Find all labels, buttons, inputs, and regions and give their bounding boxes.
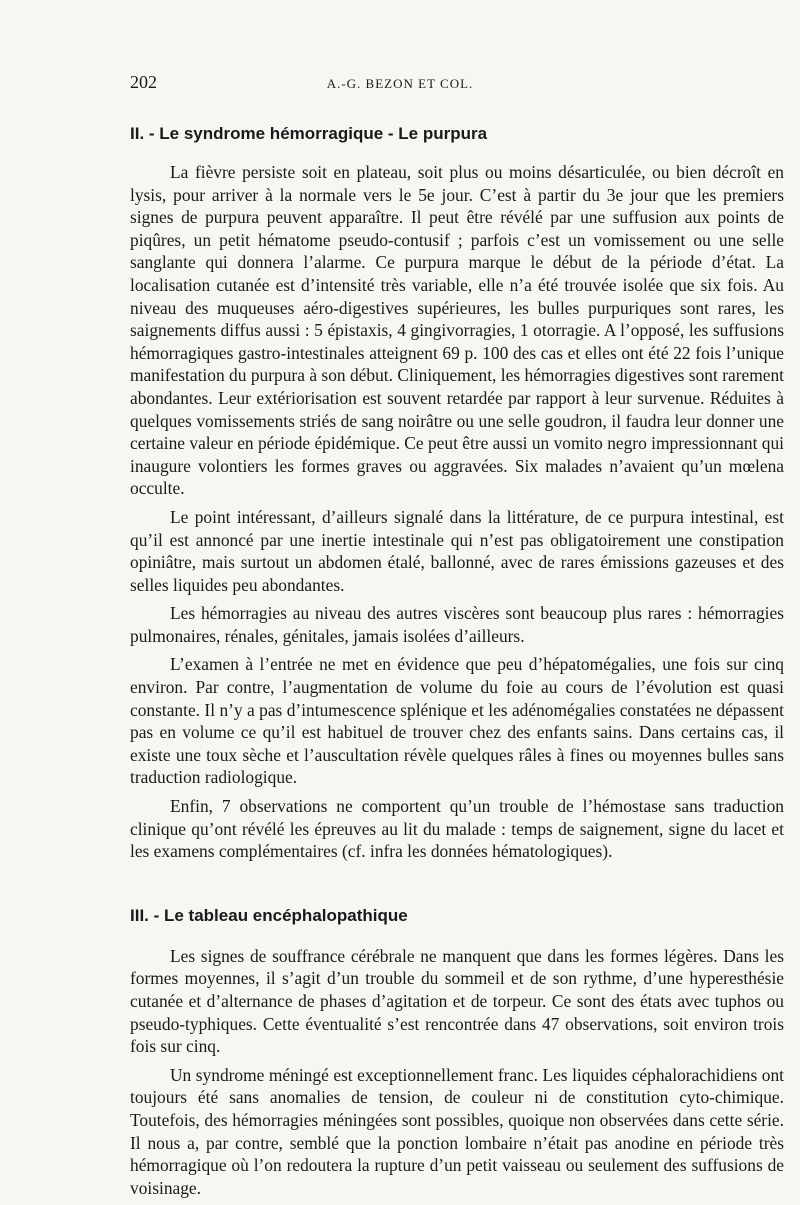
section-heading: II. - Le syndrome hémorragique - Le purpura	[130, 124, 488, 143]
page-number: 202	[130, 72, 157, 92]
paragraph: Le point intéressant, d’ailleurs signalé dans la littérature, de ce purpura intestinal, est qu’il est annoncé par une inertie intestinale qui n’est pas obligatoirement une constipation opiniâtre, mais surtout un abdomen étalé, ballonné, avec de rares émissions gazeuses et des selles liquides peu abondantes.	[130, 506, 784, 595]
paragraph: Un syndrome méningé est exceptionnellement franc. Les liquides céphalorachidiens ont toujours été sans anomalies de tension, de couleur ni de constitution cyto-chimique. Toutefois, des hémorragies méningées sont possibles, quoique non observées dans cette série. Il nous a, par contre, semblé que la ponction lombaire n’était pas anodine en période très hémorragique où l’on redoutera la rupture d’un petit vaisseau ou seulement des suffusions de voisinage.	[130, 1064, 784, 1198]
paragraph: La fièvre persiste soit en plateau, soit plus ou moins désarticulée, ou bien décroît en lysis, pour arriver à la normale vers le 5e jour. C’est à partir du 3e jour que les premiers signes de purpura peuvent apparaître. Il peut être révélé par une suffusion aux points de piqûres, un petit hématome pseudo-contusif ; parfois c’est un vomissement ou une selle sanglante qui donnera l’alarme. Ce purpura marque le début de la période d’état. La localisation cutanée est d’intensité très variable, elle n’a été trouvée isolée que six fois. Au niveau des muqueuses aéro-digestives supérieures, les bulles purpuriques sont rares, les saignements diffus aussi : 5 épistaxis, 4 gingivorragies, 1 otorragie. A l’opposé, les suffusions hémorragiques gastro-intestinales atteignent 69 p. 100 des cas et elles ont été 22 fois l’unique manifestation du purpura à son début. Cliniquement, les hémorragies digestives sont rarement abondantes. Leur extériorisation est souvent retardée par rapport à leur survenue. Réduites à quelques vomissements striés de sang noirâtre ou une selle goudron, il faudra leur donner une certaine valeur en période épidémique. Ce peut être aussi un vomito negro impressionnant qui inaugure volontiers les formes graves ou aggravées. Six malades n’avaient qu’un mœlena occulte.	[130, 162, 784, 499]
paragraph: L’examen à l’entrée ne met en évidence que peu d’hépatomégalies, une fois sur cinq environ. Par contre, l’augmentation de volume du foie au cours de l’évolution est quasi constante. Il n’y a pas d’intumescence splénique et les adénomégalies constatées ne dépassent pas en volume ce qu’il est habituel de trouver chez des enfants sains. Dans certains cas, il existe une toux sèche et l’auscultation révèle quelques râles à fines ou moyennes bulles sans traduction radiologique.	[130, 654, 784, 788]
running-title: A.-G. BEZON ET COL.	[326, 76, 474, 91]
paragraph: Les hémorragies au niveau des autres viscères sont beaucoup plus rares : hémorragies pulmonaires, rénales, génitales, jamais isolées d’ailleurs.	[130, 603, 784, 646]
paragraph: Les signes de souffrance cérébrale ne manquent que dans les formes légères. Dans les formes moyennes, il s’agit d’un trouble du sommeil et de son rythme, d’une hyperesthésie cutanée et d’alternance de phases d’agitation et de torpeur. Ce sont des états avec tuphos ou pseudo-typhiques. Cette éventualité s’est rencontrée dans 47 observations, soit environ trois fois sur cinq.	[130, 945, 784, 1057]
page-header	[130, 72, 670, 96]
article-body	[130, 123, 784, 1205]
paragraph: Enfin, 7 observations ne comportent qu’un trouble de l’hémostase sans traduction clinique qu’ont révélé les épreuves au lit du malade : temps de saignement, signe du lacet et les examens complémentaires (cf. infra les données hématologiques).	[130, 796, 784, 862]
section-heading: III. - Le tableau encéphalopathique	[130, 905, 408, 925]
